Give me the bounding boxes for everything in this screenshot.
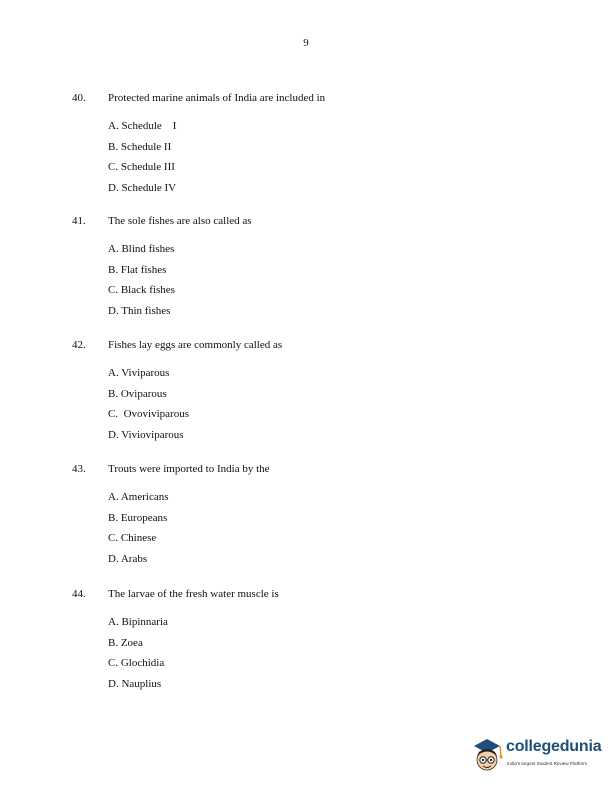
- option-b: B. Zoea: [108, 636, 143, 649]
- mascot-icon: [470, 736, 504, 776]
- option-b: B. Europeans: [108, 511, 168, 524]
- question-40: [72, 91, 552, 202]
- logo-wordmark: collegedunia: [506, 738, 602, 755]
- option-a: A. Blind fishes: [108, 243, 175, 255]
- question-text: The sole fishes are also called as: [108, 215, 252, 227]
- question-number: 44.: [72, 588, 86, 600]
- option-c: C. Chinese: [108, 532, 157, 545]
- option-d: D. Nauplius: [108, 678, 162, 691]
- option-b: B. Schedule II: [108, 140, 172, 153]
- option-c: C. Black fishes: [108, 284, 175, 297]
- question-44: [72, 587, 552, 698]
- option-a: A. Bipinnaria: [108, 616, 168, 628]
- question-text: The larvae of the fresh water muscle is: [108, 588, 279, 600]
- option-c: C. Schedule III: [108, 161, 175, 174]
- question-text: Trouts were imported to India by the: [108, 463, 270, 475]
- question-number: 41.: [72, 215, 86, 227]
- question-number: 40.: [72, 92, 86, 104]
- question-41: [72, 214, 552, 325]
- question-42: [72, 338, 552, 449]
- option-d: D. Arabs: [108, 553, 148, 566]
- option-a: A. Americans: [108, 491, 169, 503]
- option-a: A. Viviparous: [108, 367, 170, 379]
- option-b: B. Oviparous: [108, 387, 167, 400]
- question-text: Protected marine animals of India are included in: [108, 92, 326, 104]
- option-b: B. Flat fishes: [108, 263, 167, 276]
- option-d: D. Thin fishes: [108, 305, 171, 318]
- option-d: D. Schedule IV: [108, 182, 177, 195]
- logo-tagline: India's largest Student Review Platform: [507, 761, 588, 766]
- option-d: D. Vivioviparous: [108, 429, 184, 442]
- question-number: 42.: [72, 339, 86, 351]
- question-number: 43.: [72, 463, 86, 475]
- option-c: C. Ovoviviparous: [108, 408, 189, 421]
- collegedunia-logo: [470, 734, 602, 778]
- option-a: A. Schedule I: [108, 120, 177, 132]
- question-43: [72, 462, 552, 573]
- option-c: C. Glochidia: [108, 657, 165, 670]
- page-number: 9: [303, 37, 309, 49]
- question-text: Fishes lay eggs are commonly called as: [108, 339, 283, 351]
